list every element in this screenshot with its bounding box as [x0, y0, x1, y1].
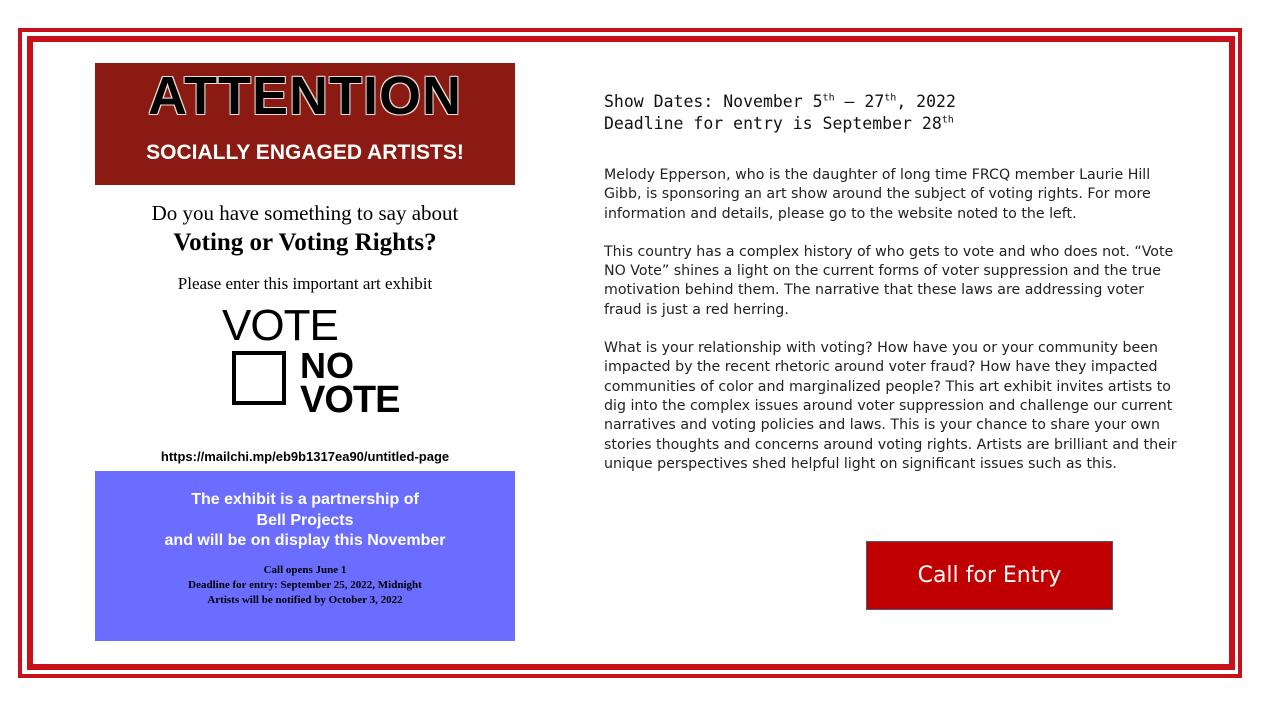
call-for-entry-button[interactable]: Call for Entry: [866, 541, 1113, 610]
partner-line3: and will be on display this November: [164, 532, 446, 549]
entry-deadline-line: Deadline for entry is September 28th: [604, 114, 954, 133]
logo-word-vote-bold: VOTE: [300, 379, 400, 421]
empty-checkbox-icon: [232, 351, 286, 405]
description: [604, 166, 1184, 493]
flyer-question-line3: Please enter this important art exhibit: [177, 274, 433, 293]
entry-deadline: Deadline for entry: September 25, 2022, Midnight: [188, 579, 422, 591]
call-details: [95, 563, 515, 608]
flyer-url[interactable]: https://mailchi.mp/eb9b1317ea90/untitled-page: [160, 449, 450, 464]
attention-subtitle: SOCIALLY ENGAGED ARTISTS!: [146, 141, 464, 164]
flyer-question-line2: Voting or Voting Rights?: [173, 229, 437, 256]
logo-word-no: NO: [300, 345, 354, 386]
exhibit-flyer: [95, 63, 515, 641]
paragraph-sponsor: Melody Epperson, who is the daughter of long time FRCQ member Laurie Hill Gibb, is sponsoring an art show around the subject of voting rights. For more information and details, please go to the website noted to the left.: [604, 167, 1151, 222]
partner-line2: Bell Projects: [256, 512, 354, 529]
notification-date: Artists will be notified by October 3, 2022: [207, 594, 403, 606]
attention-banner: [95, 63, 515, 185]
logo-word-vote: VOTE: [222, 301, 338, 350]
show-dates: Show Dates: November 5th – 27th, 2022: [604, 92, 956, 111]
partnership-panel: [95, 471, 515, 641]
flyer-question-line1: Do you have something to say about: [151, 201, 459, 225]
vote-no-vote-logo: [220, 301, 400, 421]
paragraph-history: This country has a complex history of who gets to vote and who does not. “Vote NO Vote” shines a light on the current forms of voter suppression and the true motivation behind them. The narrative that these laws are addressing voter fraud is just a red herring.: [604, 243, 1174, 318]
attention-title: ATTENTION: [148, 66, 462, 126]
show-dates-block: [604, 91, 956, 135]
partner-line1: The exhibit is a partnership of: [191, 491, 419, 508]
paragraph-questions: What is your relationship with voting? How have you or your community been impacted by the recent rhetoric around voter fraud? How have they impacted communities of color and marginalized people? This art exhibit invites artists to dig into the complex issues around voter suppression and challenge our current narratives and voting policies and laws. This is your chance to share your own stories thoughts and concerns around voting rights. Artists are brilliant and their unique perspectives shed helpful light on significant issues such as this.: [604, 340, 1177, 472]
call-opens: Call opens June 1: [263, 564, 347, 576]
